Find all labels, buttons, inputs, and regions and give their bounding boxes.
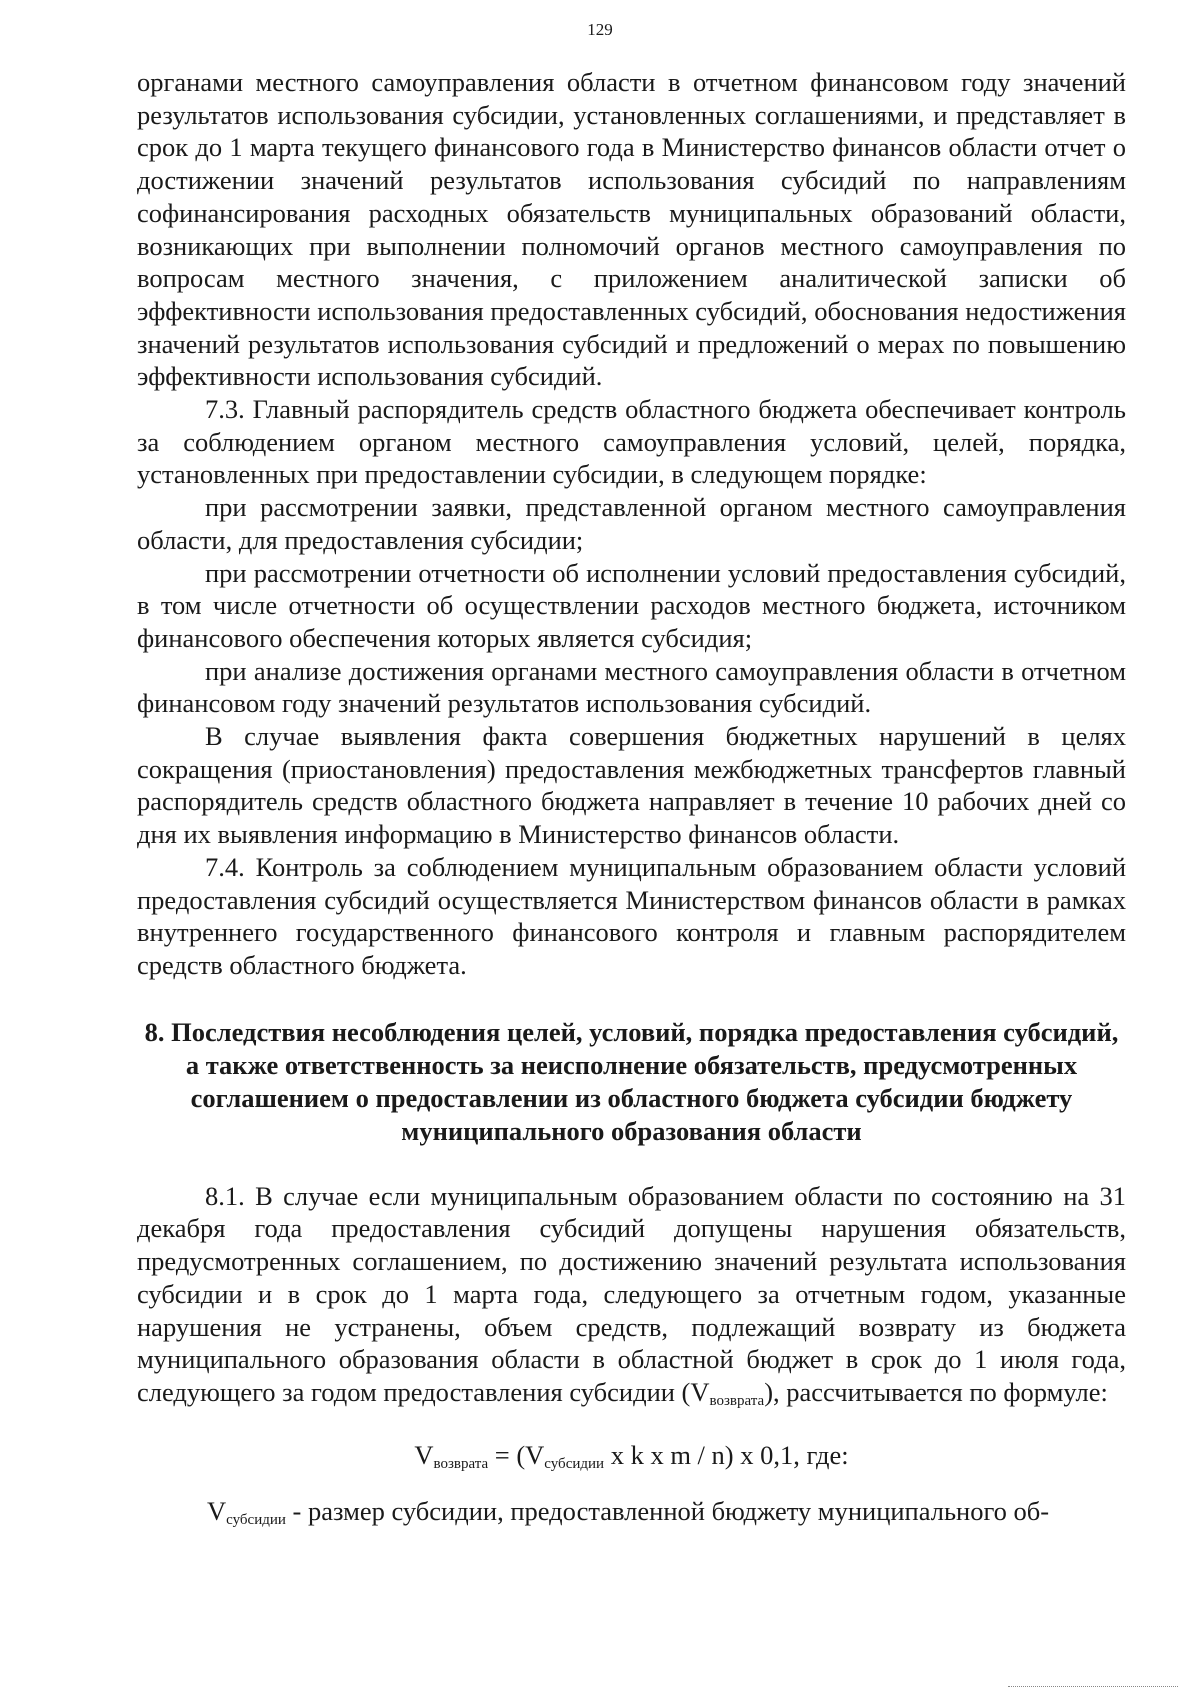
paragraph-8-1: [137, 1180, 1126, 1409]
formula-sub-return: возврата: [433, 1455, 489, 1472]
formula-eq: = (V: [488, 1439, 545, 1470]
paragraph-report-continuation: органами местного самоуправления области в отчетном финансовом году значений результатов использования субсидии, установленных соглашениями, и представляет в срок до 1 марта текущего финансового года в Министерство финансов области отчет о достижении значений результатов использования субсидий по направлениям софинансирования расходных обязательств муниципальных образований области, возникающих при выполнении полномочий органов местного самоуправления по вопросам местного значения, с приложением аналитической записки об эффективности использования предоставленных субсидий, обоснования недостижения значений результатов использования субсидий и предложений о мерах по повышению эффективности использования субсидий.: [137, 67, 1126, 392]
paragraph-reporting-review: при рассмотрении отчетности об исполнении условий предоставления субсидий, в том числе отчетности об осуществлении расходов местного бюджета, источником финансового обеспечения которых является субсидия;: [137, 557, 1126, 653]
definition-v-subsidy: [137, 1495, 1126, 1528]
paragraph-application-review: при рассмотрении заявки, представленной органом местного самоуправления области, для предоставления субсидии;: [137, 492, 1126, 555]
paragraph-budget-violations: В случае выявления факта совершения бюджетных нарушений в целях сокращения (приостановления) предоставления межбюджетных трансфертов главный распорядитель средств областного бюджета направляет в течение 10 рабочих дней со дня их выявления информацию в Министерство финансов области.: [137, 721, 1126, 850]
definition-sub: субсидии: [226, 1512, 286, 1529]
subscript-return: возврата: [709, 1392, 765, 1409]
section-8-heading: 8. Последствия несоблюдения целей, условий, порядка предоставления субсидий, а также ответственность за неисполнение обязательств, предусмотренных соглашением о предоставлении из областного бюджета субсидии бюджету муниципального образования области: [144, 1016, 1119, 1146]
paragraph-7-3: 7.3. Главный распорядитель средств областного бюджета обеспечивает контроль за соблюдением органом местного самоуправления условий, целей, порядка, установленных при предоставлении субсидии, в следующем порядке:: [137, 394, 1126, 490]
scan-edge-mark: [1008, 1686, 1178, 1697]
page-number: 129: [587, 20, 613, 39]
formula-rest: х k х m / n) х 0,1, где:: [604, 1439, 849, 1470]
paragraph-8-1-tail: ), рассчитывается по формуле:: [764, 1376, 1108, 1407]
paragraph-results-analysis: при анализе достижения органами местного самоуправления области в отчетном финансовом году значений результатов использования субсидий.: [137, 655, 1126, 719]
paragraph-7-4: 7.4. Контроль за соблюдением муниципальным образованием области условий предоставления субсидий осуществляется Министерством финансов области в рамках внутреннего государственного финансового контроля и главным распорядителем средств областного бюджета.: [137, 851, 1126, 980]
definition-text: - размер субсидии, предоставленной бюджету муниципального об-: [285, 1496, 1050, 1527]
definition-v: V: [207, 1496, 227, 1527]
formula-sub-subsidy: субсидии: [544, 1455, 605, 1472]
document-body: [137, 66, 1126, 1528]
paragraph-8-1-text: 8.1. В случае если муниципальным образованием области по состоянию на 31 декабря года предоставления субсидий допущены нарушения обязательств, предусмотренных соглашением, по достижению значений результата использования субсидии и в срок до 1 марта года, следующего за отчетным годом, указанные нарушения не устранены, объем средств, подлежащий возврату из бюджета муниципального образования области в областной бюджет в срок до 1 июля года, следующего за годом предоставления субсидии (V: [137, 1180, 1126, 1407]
return-formula: [137, 1439, 1126, 1472]
formula-v: V: [414, 1439, 434, 1470]
